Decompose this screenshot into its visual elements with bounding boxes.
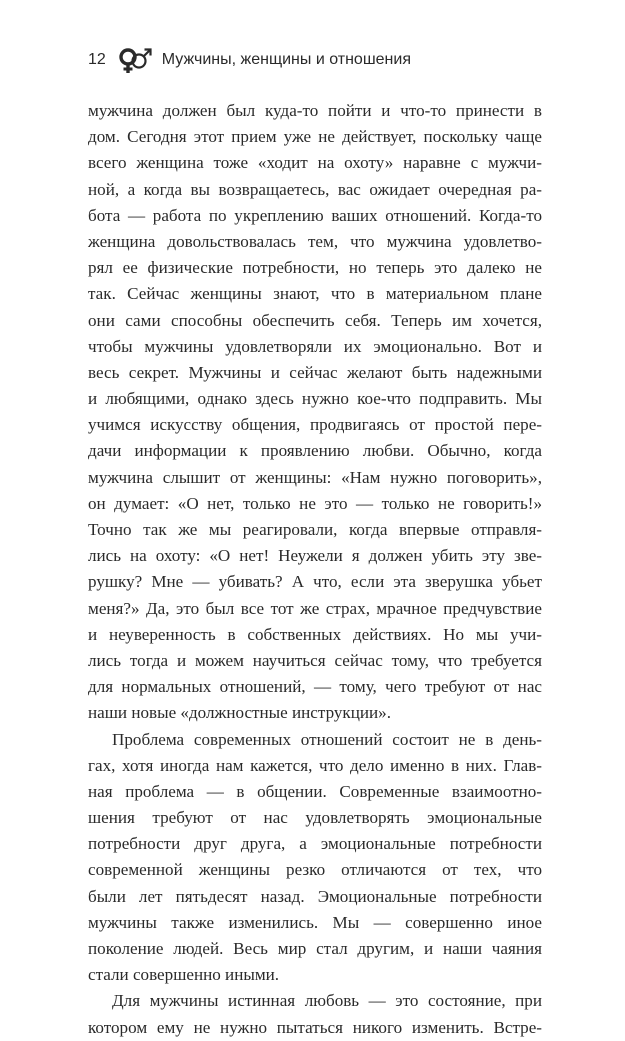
text-line: котором ему не нужно пытаться никого изменить. Встре- <box>88 1017 542 1037</box>
text-line: лись тогда и можем научиться сейчас тому, что требуется <box>88 650 542 670</box>
text-line: дачи информации к проявлению любви. Обычно, когда <box>88 441 542 461</box>
text-line: потребности друг друга, а эмоциональные потребности <box>88 834 542 854</box>
text-line: лись на охоту: «О нет! Неужели я должен убить эту зве- <box>88 546 542 566</box>
text-line: всего женщина тоже «ходит на охоту» наравне с мужчи- <box>88 153 542 173</box>
text-line: так. Сейчас женщины знают, что в материальном плане <box>88 284 542 304</box>
text-line: мужчина слышит от женщины: «Нам нужно поговорить», <box>88 467 542 487</box>
text-line: ной, а когда вы возвращаетесь, вас ожидает очередная ра- <box>88 179 542 199</box>
paragraph <box>88 727 542 989</box>
text-line: учимся искусству общения, продвигаясь от простой пере- <box>88 415 542 435</box>
text-line: он думает: «О нет, только не это — только не говорить!» <box>88 493 542 513</box>
male-female-symbol-icon <box>115 46 155 74</box>
text-line: весь секрет. Мужчины и сейчас желают быть надежными <box>88 362 542 382</box>
text-line: меня?» Да, это был все тот же страх, мрачное предчувствие <box>88 598 542 618</box>
text-line: Для мужчины истинная любовь — это состояние, при <box>112 991 542 1011</box>
text-line: мужчина должен был куда-то пойти и что-то принести в <box>88 101 542 120</box>
paragraph <box>88 98 542 727</box>
text-line: и неуверенность в собственных действиях. Но мы учи- <box>88 624 542 644</box>
text-line: наши новые «должностные инструкции». <box>88 703 392 723</box>
text-line: рял ее физические потребности, но теперь это далеко не <box>88 258 542 278</box>
text-line: и любящими, однако здесь нужно кое-что подправить. Мы <box>88 389 542 409</box>
text-line: мужчины также изменились. Мы — совершенно иное <box>88 912 542 932</box>
text-line: шения требуют от нас удовлетворять эмоциональные <box>88 808 542 828</box>
text-line: для нормальных отношений, — тому, чего требуют от нас <box>88 677 542 697</box>
text-line: они сами способны обеспечить себя. Теперь им хочется, <box>88 310 542 330</box>
running-title: Мужчины, женщины и отношения <box>161 51 411 68</box>
text-line: дом. Сегодня этот прием уже не действует, поскольку чаще <box>88 127 542 147</box>
page-number: 12 <box>88 51 106 68</box>
text-line: гах, хотя иногда нам кажется, что дело именно в них. Глав- <box>88 755 542 775</box>
body-text <box>88 98 542 1041</box>
text-line: ная проблема — в общении. Современные взаимоотно- <box>88 781 542 801</box>
paragraph <box>88 988 542 1040</box>
text-line: Точно так же мы реагировали, когда впервые отправля- <box>88 520 542 539</box>
text-line: чтобы мужчины удовлетворяли их эмоционально. Вот и <box>88 336 542 356</box>
text-line: стали совершенно иными. <box>88 965 280 985</box>
text-line: рушку? Мне — убивать? А что, если эта зверушка убьет <box>88 572 542 592</box>
text-line: бота — работа по укреплению ваших отношений. Когда-то <box>88 205 542 225</box>
text-line: Проблема современных отношений состоит не в день- <box>112 729 542 749</box>
text-line: были лет пятьдесят назад. Эмоциональные потребности <box>88 886 542 906</box>
text-line: современной женщины резко отличаются от тех, что <box>88 860 542 880</box>
text-line: женщина довольствовалась тем, что мужчина удовлетво- <box>88 231 542 251</box>
text-line: поколение людей. Весь мир стал другим, и наши чаяния <box>88 939 542 958</box>
running-head <box>88 46 411 74</box>
